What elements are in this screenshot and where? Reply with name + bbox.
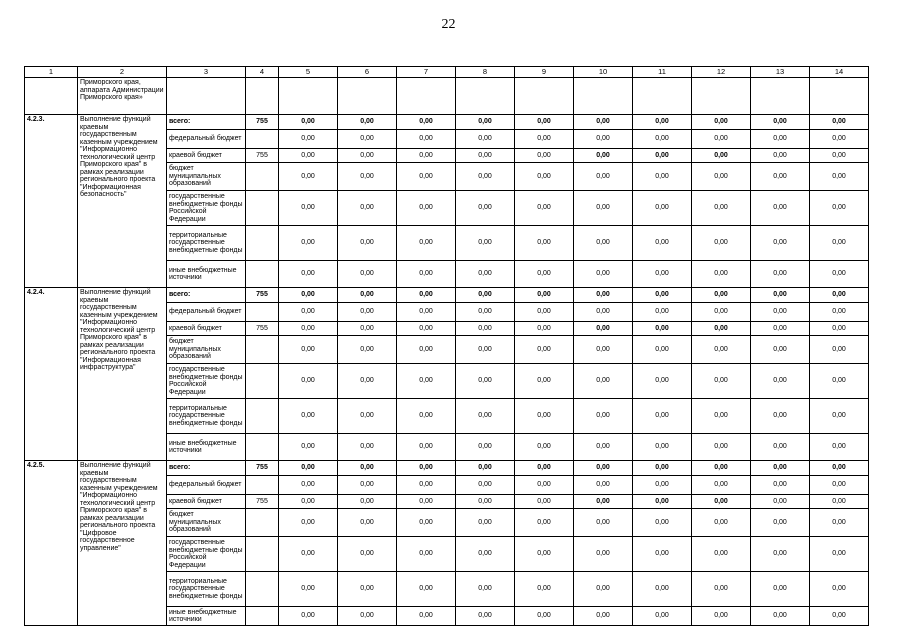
table-row: [25, 461, 869, 476]
value-cell: 0,00: [633, 149, 692, 163]
value-cell: 0,00: [456, 261, 515, 288]
value-cell: 0,00: [279, 537, 338, 572]
value-cell: 0,00: [338, 303, 397, 322]
value-cell: 0,00: [633, 303, 692, 322]
value-cell: 0,00: [574, 303, 633, 322]
value-cell: 0,00: [810, 226, 869, 261]
value-cell: 0,00: [338, 163, 397, 191]
value-cell: 0,00: [810, 322, 869, 336]
column-header: 4: [246, 67, 279, 78]
value-cell: 0,00: [810, 115, 869, 130]
value-cell: 0,00: [574, 461, 633, 476]
value-cell: 0,00: [338, 572, 397, 607]
column-header: 3: [167, 67, 246, 78]
value-cell: 0,00: [633, 364, 692, 399]
header-row: [25, 67, 869, 78]
funding-source: федеральный бюджет: [167, 476, 246, 495]
value-cell: 0,00: [810, 303, 869, 322]
value-cell: 0,00: [515, 115, 574, 130]
value-cell: 0,00: [692, 336, 751, 364]
value-cell: 0,00: [338, 434, 397, 461]
value-cell: 0,00: [810, 509, 869, 537]
empty-cell: [338, 78, 397, 115]
budget-table-body: [25, 67, 869, 626]
code-cell: [246, 537, 279, 572]
value-cell: 0,00: [692, 509, 751, 537]
code-cell: [246, 303, 279, 322]
value-cell: 0,00: [633, 607, 692, 626]
value-cell: 0,00: [456, 191, 515, 226]
funding-source: федеральный бюджет: [167, 303, 246, 322]
value-cell: 0,00: [456, 336, 515, 364]
value-cell: 0,00: [515, 495, 574, 509]
value-cell: 0,00: [456, 461, 515, 476]
value-cell: 0,00: [810, 149, 869, 163]
value-cell: 0,00: [633, 495, 692, 509]
column-header: 1: [25, 67, 78, 78]
value-cell: 0,00: [751, 607, 810, 626]
value-cell: 0,00: [338, 191, 397, 226]
value-cell: 0,00: [574, 399, 633, 434]
value-cell: 0,00: [515, 191, 574, 226]
funding-source: всего:: [167, 461, 246, 476]
value-cell: 0,00: [574, 336, 633, 364]
value-cell: 0,00: [456, 130, 515, 149]
value-cell: 0,00: [751, 191, 810, 226]
value-cell: 0,00: [810, 537, 869, 572]
section-description: Выполнение функций краевым государственным казенным учреждением "Информационно технологический центр Приморского края" в рамках реализации регионального проекта "Информационная безопасность": [78, 115, 167, 288]
empty-cell: [633, 78, 692, 115]
value-cell: 0,00: [338, 226, 397, 261]
column-header: 10: [574, 67, 633, 78]
column-header: 8: [456, 67, 515, 78]
value-cell: 0,00: [456, 303, 515, 322]
value-cell: 0,00: [338, 495, 397, 509]
value-cell: 0,00: [338, 607, 397, 626]
value-cell: 0,00: [751, 261, 810, 288]
code-cell: 755: [246, 288, 279, 303]
empty-cell: [810, 78, 869, 115]
section-code: 4.2.5.: [25, 461, 78, 626]
value-cell: 0,00: [279, 607, 338, 626]
value-cell: 0,00: [456, 399, 515, 434]
value-cell: 0,00: [515, 537, 574, 572]
value-cell: 0,00: [397, 572, 456, 607]
value-cell: 0,00: [810, 434, 869, 461]
section-code: 4.2.3.: [25, 115, 78, 288]
value-cell: 0,00: [633, 115, 692, 130]
value-cell: 0,00: [279, 303, 338, 322]
value-cell: 0,00: [633, 509, 692, 537]
code-cell: [246, 336, 279, 364]
funding-source: краевой бюджет: [167, 322, 246, 336]
value-cell: 0,00: [515, 434, 574, 461]
row-description: Приморского края, аппарата Администрации Приморского края»: [78, 78, 167, 115]
value-cell: 0,00: [810, 607, 869, 626]
value-cell: 0,00: [751, 434, 810, 461]
value-cell: 0,00: [515, 288, 574, 303]
value-cell: 0,00: [338, 149, 397, 163]
value-cell: 0,00: [515, 336, 574, 364]
value-cell: 0,00: [692, 322, 751, 336]
value-cell: 0,00: [279, 434, 338, 461]
value-cell: 0,00: [279, 288, 338, 303]
value-cell: 0,00: [338, 130, 397, 149]
funding-source: государственные внебюджетные фонды Российской Федерации: [167, 537, 246, 572]
value-cell: 0,00: [279, 399, 338, 434]
value-cell: 0,00: [397, 509, 456, 537]
value-cell: 0,00: [515, 607, 574, 626]
value-cell: 0,00: [692, 572, 751, 607]
value-cell: 0,00: [279, 261, 338, 288]
code-cell: [246, 130, 279, 149]
value-cell: 0,00: [279, 495, 338, 509]
value-cell: 0,00: [751, 461, 810, 476]
funding-source: иные внебюджетные источники: [167, 261, 246, 288]
code-cell: [246, 364, 279, 399]
value-cell: 0,00: [338, 288, 397, 303]
value-cell: 0,00: [456, 537, 515, 572]
value-cell: 0,00: [751, 336, 810, 364]
value-cell: 0,00: [456, 607, 515, 626]
value-cell: 0,00: [574, 149, 633, 163]
value-cell: 0,00: [279, 509, 338, 537]
value-cell: 0,00: [692, 434, 751, 461]
value-cell: 0,00: [515, 572, 574, 607]
value-cell: 0,00: [810, 572, 869, 607]
value-cell: 0,00: [515, 476, 574, 495]
value-cell: 0,00: [751, 149, 810, 163]
code-cell: [246, 163, 279, 191]
column-header: 12: [692, 67, 751, 78]
value-cell: 0,00: [397, 461, 456, 476]
value-cell: 0,00: [810, 163, 869, 191]
code-cell: 755: [246, 461, 279, 476]
code-cell: [246, 509, 279, 537]
value-cell: 0,00: [751, 322, 810, 336]
value-cell: 0,00: [397, 495, 456, 509]
value-cell: 0,00: [515, 226, 574, 261]
code-cell: 755: [246, 115, 279, 130]
column-header: 9: [515, 67, 574, 78]
value-cell: 0,00: [338, 364, 397, 399]
value-cell: 0,00: [397, 288, 456, 303]
value-cell: 0,00: [338, 399, 397, 434]
value-cell: 0,00: [633, 288, 692, 303]
value-cell: 0,00: [279, 115, 338, 130]
value-cell: 0,00: [633, 163, 692, 191]
value-cell: 0,00: [574, 226, 633, 261]
value-cell: 0,00: [751, 364, 810, 399]
value-cell: 0,00: [574, 288, 633, 303]
code-cell: [246, 434, 279, 461]
value-cell: 0,00: [279, 364, 338, 399]
value-cell: 0,00: [279, 130, 338, 149]
page-number: 22: [441, 17, 456, 32]
value-cell: 0,00: [279, 191, 338, 226]
value-cell: 0,00: [692, 226, 751, 261]
funding-source: краевой бюджет: [167, 149, 246, 163]
code-cell: [246, 226, 279, 261]
funding-source: бюджет муниципальных образований: [167, 509, 246, 537]
value-cell: 0,00: [692, 191, 751, 226]
value-cell: 0,00: [692, 261, 751, 288]
value-cell: 0,00: [751, 115, 810, 130]
funding-source: территориальные государственные внебюджетные фонды: [167, 572, 246, 607]
value-cell: 0,00: [633, 191, 692, 226]
value-cell: 0,00: [751, 572, 810, 607]
value-cell: 0,00: [279, 461, 338, 476]
value-cell: 0,00: [574, 572, 633, 607]
value-cell: 0,00: [456, 364, 515, 399]
empty-cell: [456, 78, 515, 115]
value-cell: 0,00: [574, 261, 633, 288]
empty-cell: [397, 78, 456, 115]
value-cell: 0,00: [810, 336, 869, 364]
empty-cell: [25, 78, 78, 115]
value-cell: 0,00: [397, 115, 456, 130]
value-cell: 0,00: [338, 115, 397, 130]
value-cell: 0,00: [751, 288, 810, 303]
column-header: 7: [397, 67, 456, 78]
value-cell: 0,00: [751, 476, 810, 495]
value-cell: 0,00: [692, 399, 751, 434]
value-cell: 0,00: [574, 364, 633, 399]
value-cell: 0,00: [692, 149, 751, 163]
value-cell: 0,00: [279, 476, 338, 495]
value-cell: 0,00: [751, 130, 810, 149]
value-cell: 0,00: [692, 537, 751, 572]
value-cell: 0,00: [279, 149, 338, 163]
value-cell: 0,00: [397, 434, 456, 461]
value-cell: 0,00: [633, 461, 692, 476]
value-cell: 0,00: [456, 322, 515, 336]
value-cell: 0,00: [692, 495, 751, 509]
funding-source: территориальные государственные внебюджетные фонды: [167, 399, 246, 434]
value-cell: 0,00: [633, 399, 692, 434]
value-cell: 0,00: [633, 476, 692, 495]
value-cell: 0,00: [574, 191, 633, 226]
value-cell: 0,00: [515, 149, 574, 163]
code-cell: [246, 399, 279, 434]
value-cell: 0,00: [574, 115, 633, 130]
value-cell: 0,00: [751, 226, 810, 261]
funding-source: бюджет муниципальных образований: [167, 163, 246, 191]
value-cell: 0,00: [810, 130, 869, 149]
funding-source: иные внебюджетные источники: [167, 434, 246, 461]
table-row: [25, 288, 869, 303]
value-cell: 0,00: [692, 303, 751, 322]
value-cell: 0,00: [633, 336, 692, 364]
value-cell: 0,00: [574, 130, 633, 149]
code-cell: [246, 476, 279, 495]
value-cell: 0,00: [279, 163, 338, 191]
value-cell: 0,00: [279, 322, 338, 336]
value-cell: 0,00: [338, 461, 397, 476]
column-header: 11: [633, 67, 692, 78]
value-cell: 0,00: [456, 495, 515, 509]
value-cell: 0,00: [692, 607, 751, 626]
code-cell: [246, 261, 279, 288]
funding-source: бюджет муниципальных образований: [167, 336, 246, 364]
funding-source: краевой бюджет: [167, 495, 246, 509]
value-cell: 0,00: [574, 322, 633, 336]
funding-source: иные внебюджетные источники: [167, 607, 246, 626]
value-cell: 0,00: [279, 572, 338, 607]
column-header: 14: [810, 67, 869, 78]
column-header: 13: [751, 67, 810, 78]
value-cell: 0,00: [751, 163, 810, 191]
code-cell: 755: [246, 149, 279, 163]
value-cell: 0,00: [692, 163, 751, 191]
empty-cell: [574, 78, 633, 115]
value-cell: 0,00: [397, 130, 456, 149]
value-cell: 0,00: [515, 163, 574, 191]
value-cell: 0,00: [751, 495, 810, 509]
value-cell: 0,00: [692, 476, 751, 495]
value-cell: 0,00: [633, 322, 692, 336]
value-cell: 0,00: [574, 495, 633, 509]
section-description: Выполнение функций краевым государственным казенным учреждением "Информационно технологический центр Приморского края" в рамках реализации регионального проекта "Цифровое государственное управление": [78, 461, 167, 626]
value-cell: 0,00: [515, 130, 574, 149]
value-cell: 0,00: [397, 226, 456, 261]
value-cell: 0,00: [338, 336, 397, 364]
value-cell: 0,00: [692, 364, 751, 399]
section-description: Выполнение функций краевым государственным казенным учреждением "Информационно технологический центр Приморского края" в рамках реализации регионального проекта "Информационная инфраструктура": [78, 288, 167, 461]
column-header: 2: [78, 67, 167, 78]
empty-cell: [279, 78, 338, 115]
value-cell: 0,00: [515, 364, 574, 399]
value-cell: 0,00: [515, 303, 574, 322]
value-cell: 0,00: [810, 476, 869, 495]
empty-cell: [751, 78, 810, 115]
value-cell: 0,00: [456, 572, 515, 607]
value-cell: 0,00: [515, 399, 574, 434]
value-cell: 0,00: [397, 399, 456, 434]
value-cell: 0,00: [397, 537, 456, 572]
value-cell: 0,00: [810, 495, 869, 509]
column-header: 5: [279, 67, 338, 78]
value-cell: 0,00: [456, 149, 515, 163]
value-cell: 0,00: [751, 399, 810, 434]
code-cell: [246, 191, 279, 226]
value-cell: 0,00: [456, 226, 515, 261]
value-cell: 0,00: [279, 226, 338, 261]
value-cell: 0,00: [397, 364, 456, 399]
value-cell: 0,00: [397, 261, 456, 288]
value-cell: 0,00: [692, 130, 751, 149]
value-cell: 0,00: [574, 509, 633, 537]
value-cell: 0,00: [810, 461, 869, 476]
value-cell: 0,00: [338, 509, 397, 537]
value-cell: 0,00: [692, 461, 751, 476]
value-cell: 0,00: [338, 476, 397, 495]
value-cell: 0,00: [810, 261, 869, 288]
empty-cell: [246, 78, 279, 115]
funding-source: всего:: [167, 115, 246, 130]
value-cell: 0,00: [456, 434, 515, 461]
value-cell: 0,00: [810, 191, 869, 226]
value-cell: 0,00: [515, 461, 574, 476]
value-cell: 0,00: [633, 537, 692, 572]
value-cell: 0,00: [633, 434, 692, 461]
column-header: 6: [338, 67, 397, 78]
empty-cell: [167, 78, 246, 115]
value-cell: 0,00: [515, 322, 574, 336]
value-cell: 0,00: [456, 476, 515, 495]
value-cell: 0,00: [810, 288, 869, 303]
empty-cell: [515, 78, 574, 115]
value-cell: 0,00: [397, 163, 456, 191]
value-cell: 0,00: [810, 364, 869, 399]
value-cell: 0,00: [633, 226, 692, 261]
value-cell: 0,00: [574, 476, 633, 495]
table-row: [25, 115, 869, 130]
budget-table: [24, 66, 869, 626]
value-cell: 0,00: [515, 261, 574, 288]
value-cell: 0,00: [338, 322, 397, 336]
value-cell: 0,00: [574, 434, 633, 461]
value-cell: 0,00: [456, 163, 515, 191]
empty-cell: [692, 78, 751, 115]
value-cell: 0,00: [751, 509, 810, 537]
funding-source: государственные внебюджетные фонды Российской Федерации: [167, 364, 246, 399]
value-cell: 0,00: [338, 261, 397, 288]
code-cell: 755: [246, 322, 279, 336]
value-cell: 0,00: [633, 572, 692, 607]
value-cell: 0,00: [456, 509, 515, 537]
code-cell: [246, 607, 279, 626]
value-cell: 0,00: [397, 303, 456, 322]
value-cell: 0,00: [810, 399, 869, 434]
value-cell: 0,00: [574, 163, 633, 191]
value-cell: 0,00: [574, 607, 633, 626]
funding-source: территориальные государственные внебюджетные фонды: [167, 226, 246, 261]
value-cell: 0,00: [397, 336, 456, 364]
value-cell: 0,00: [692, 288, 751, 303]
value-cell: 0,00: [397, 476, 456, 495]
value-cell: 0,00: [338, 537, 397, 572]
value-cell: 0,00: [397, 191, 456, 226]
value-cell: 0,00: [456, 288, 515, 303]
value-cell: 0,00: [515, 509, 574, 537]
code-cell: [246, 572, 279, 607]
value-cell: 0,00: [692, 115, 751, 130]
value-cell: 0,00: [279, 336, 338, 364]
value-cell: 0,00: [751, 537, 810, 572]
funding-source: всего:: [167, 288, 246, 303]
value-cell: 0,00: [574, 537, 633, 572]
value-cell: 0,00: [397, 607, 456, 626]
code-cell: 755: [246, 495, 279, 509]
value-cell: 0,00: [633, 130, 692, 149]
value-cell: 0,00: [397, 322, 456, 336]
section-code: 4.2.4.: [25, 288, 78, 461]
value-cell: 0,00: [456, 115, 515, 130]
value-cell: 0,00: [633, 261, 692, 288]
value-cell: 0,00: [751, 303, 810, 322]
value-cell: 0,00: [397, 149, 456, 163]
table-row: [25, 78, 869, 115]
funding-source: государственные внебюджетные фонды Российской Федерации: [167, 191, 246, 226]
funding-source: федеральный бюджет: [167, 130, 246, 149]
